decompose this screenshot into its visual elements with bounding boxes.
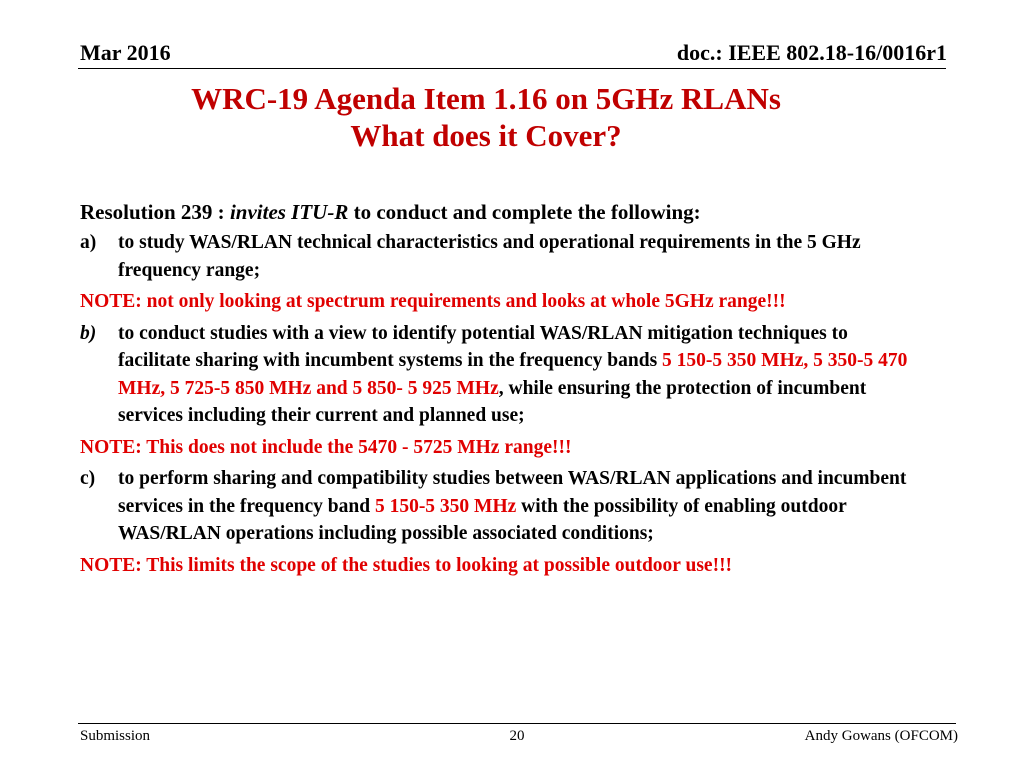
item-b-text-before: to conduct studies with a view to identify potential WAS/RLAN mitigation techniques to facilitate sharing with incumbent systems in the frequency bands (118, 322, 848, 371)
note-c: NOTE: This limits the scope of the studies to looking at possible outdoor use!!! (80, 554, 733, 576)
item-b-text-after: , while ensuring the protection of incumbent services including their current and planned use; (118, 377, 867, 426)
item-b-marker: b) (80, 322, 97, 344)
title-line-1: WRC-19 Agenda Item 1.16 on 5GHz RLANs (191, 81, 781, 116)
item-c-marker: c) (80, 468, 96, 489)
item-a-marker: a) (80, 232, 97, 253)
note-a: NOTE: not only looking at spectrum requirements and looks at whole 5GHz range!!! (80, 291, 786, 312)
item-a-text: to study WAS/RLAN technical characteristics and operational requirements in the 5 GHz frequency range; (118, 232, 861, 281)
header-divider (78, 68, 946, 69)
intro-suffix: to conduct and complete the following: (348, 200, 701, 224)
item-c (80, 465, 910, 548)
title-line-2: What does it Cover? (350, 118, 622, 153)
footer-submission: Submission (80, 728, 151, 744)
item-c-text-after: with the possibility of enabling outdoor WAS/RLAN operations including possible associated conditions; (118, 495, 847, 544)
intro-italic: invites ITU-R (229, 200, 349, 224)
header-doc-id: doc.: IEEE 802.18-16/0016r1 (676, 40, 947, 65)
resolution-intro (80, 197, 910, 227)
footer-author: Andy Gowans (OFCOM) (804, 728, 958, 744)
footer-divider (78, 723, 956, 724)
item-c-frequency-band: 5 150-5 350 MHz (374, 495, 517, 517)
item-a (80, 229, 910, 284)
slide-title (80, 80, 892, 154)
item-c-text-before: to perform sharing and compatibility studies between WAS/RLAN applications and incumbent services in the frequency band (118, 468, 907, 517)
intro-prefix: Resolution 239 : (80, 200, 230, 224)
item-b-frequency-bands: 5 150-5 350 MHz, 5 350-5 470 MHz, 5 725-5 850 MHz and 5 850- 5 925 MHz (118, 350, 908, 399)
footer-page-number: 20 (509, 728, 525, 744)
note-b: NOTE: This does not include the 5470 - 5725 MHz range!!! (80, 436, 572, 458)
item-b (80, 320, 910, 430)
header-date: Mar 2016 (80, 40, 171, 65)
slide-body (80, 197, 910, 583)
